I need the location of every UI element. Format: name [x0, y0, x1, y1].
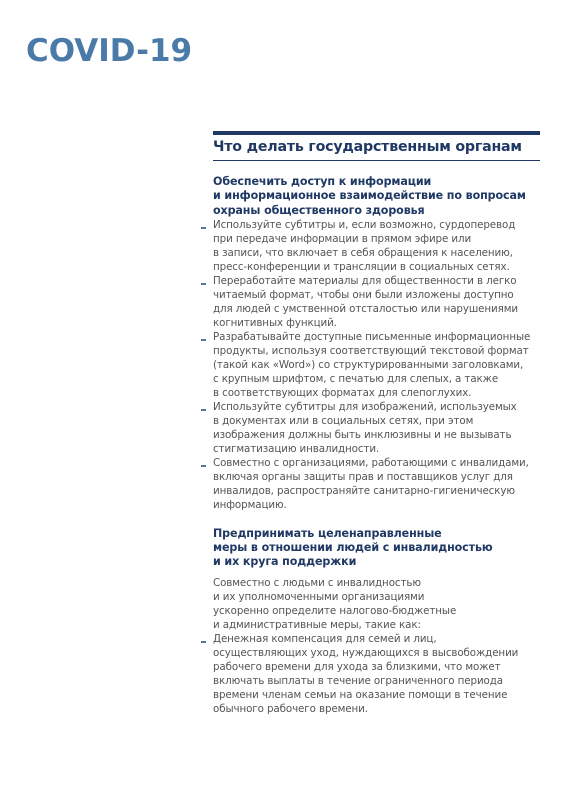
subheading-targeted-measures — [213, 527, 543, 570]
bullet-marker-icon — [201, 283, 206, 285]
list-item-line: стигматизацию инвалидности. — [213, 442, 380, 455]
list-item-line: Используйте субтитры для изображений, используемых — [213, 400, 517, 413]
subheading-line: охраны общественного здоровья — [213, 203, 425, 217]
list-item-line: включая органы защиты прав и поставщиков услуг для — [213, 470, 513, 483]
targeted-measures-intro — [213, 576, 543, 632]
subheading-line: и информационное взаимодействие по вопросам — [213, 189, 526, 203]
list-item-line: при передаче информации в прямом эфире или — [213, 232, 472, 245]
main-content — [213, 131, 543, 716]
subheading-line: меры в отношении людей с инвалидностью — [213, 541, 493, 555]
list-item-line: осуществляющих уход, нуждающихся в высвобождении — [213, 646, 519, 659]
list-item-line: времени членам семьи на оказание помощи в течение — [213, 688, 508, 701]
section-title: Что делать государственным органам — [213, 139, 522, 155]
bullet-marker-icon — [201, 409, 206, 411]
list-item-line: обычного рабочего времени. — [213, 702, 368, 715]
list-item-line: Разрабатывайте доступные письменные информационные — [213, 330, 531, 343]
list-item — [213, 632, 543, 716]
list-item — [213, 330, 543, 400]
bullet-marker-icon — [201, 641, 206, 643]
information-access-list — [213, 218, 543, 512]
intro-line: и административные меры, такие как: — [213, 618, 421, 631]
list-item — [213, 218, 543, 274]
list-item-line: включать выплаты в течение ограниченного периода — [213, 674, 503, 687]
list-item-line: изображения должны быть инклюзивны и не вызывать — [213, 428, 512, 441]
subheading-line: Предпринимать целенаправленные — [213, 526, 442, 540]
intro-line: ускоренно определите налогово-бюджетные — [213, 604, 457, 617]
list-item-line: рабочего времени для ухода за близкими, что может — [213, 660, 501, 673]
subheading-line: Обеспечить доступ к информации — [213, 175, 432, 188]
intro-line: и их уполномоченными организациями — [213, 590, 425, 603]
list-item-line: Переработайте материалы для общественности в легко — [213, 274, 517, 287]
list-item-line: продукты, используя соответствующий текстовой формат — [213, 344, 529, 357]
section-title-rule — [213, 160, 540, 161]
list-item-line: для людей с умственной отсталостью или нарушениями — [213, 302, 518, 315]
list-item — [213, 274, 543, 330]
intro-line: Совместно с людьми с инвалидностью — [213, 576, 421, 589]
list-item-line: Совместно с организациями, работающими с инвалидами, — [213, 456, 529, 469]
list-item-line: читаемый формат, чтобы они были изложены доступно — [213, 288, 514, 301]
bullet-marker-icon — [201, 339, 206, 341]
subheading-line: и их круга поддержки — [213, 555, 357, 569]
bullet-marker-icon — [201, 227, 206, 229]
subheading-information-access — [213, 175, 543, 218]
list-item-line: инвалидов, распространяйте санитарно-гигиеническую — [213, 484, 515, 497]
list-item — [213, 400, 543, 456]
bullet-marker-icon — [201, 465, 206, 467]
list-item-line: когнитивных функций. — [213, 316, 337, 329]
list-item-line: в соответствующих форматах для слепоглухих. — [213, 386, 472, 399]
covid-19-logo: COVID-19 — [26, 33, 193, 69]
list-item-line: в документах или в социальных сетях, при этом — [213, 414, 474, 427]
list-item-line: с крупным шрифтом, с печатью для слепых, а также — [213, 372, 499, 385]
list-item-line: Денежная компенсация для семей и лиц, — [213, 632, 437, 645]
targeted-measures-list — [213, 632, 543, 716]
list-item-line: пресс-конференции и трансляции в социальных сетях. — [213, 260, 510, 273]
section-top-rule — [213, 131, 540, 135]
list-item-line: в записи, что включает в себя обращения к населению, — [213, 246, 513, 259]
list-item — [213, 456, 543, 512]
list-item-line: информацию. — [213, 498, 287, 511]
list-item-line: (такой как «Word») со структурированными заголовками, — [213, 358, 524, 371]
list-item-line: Используйте субтитры и, если возможно, сурдоперевод — [213, 218, 516, 231]
